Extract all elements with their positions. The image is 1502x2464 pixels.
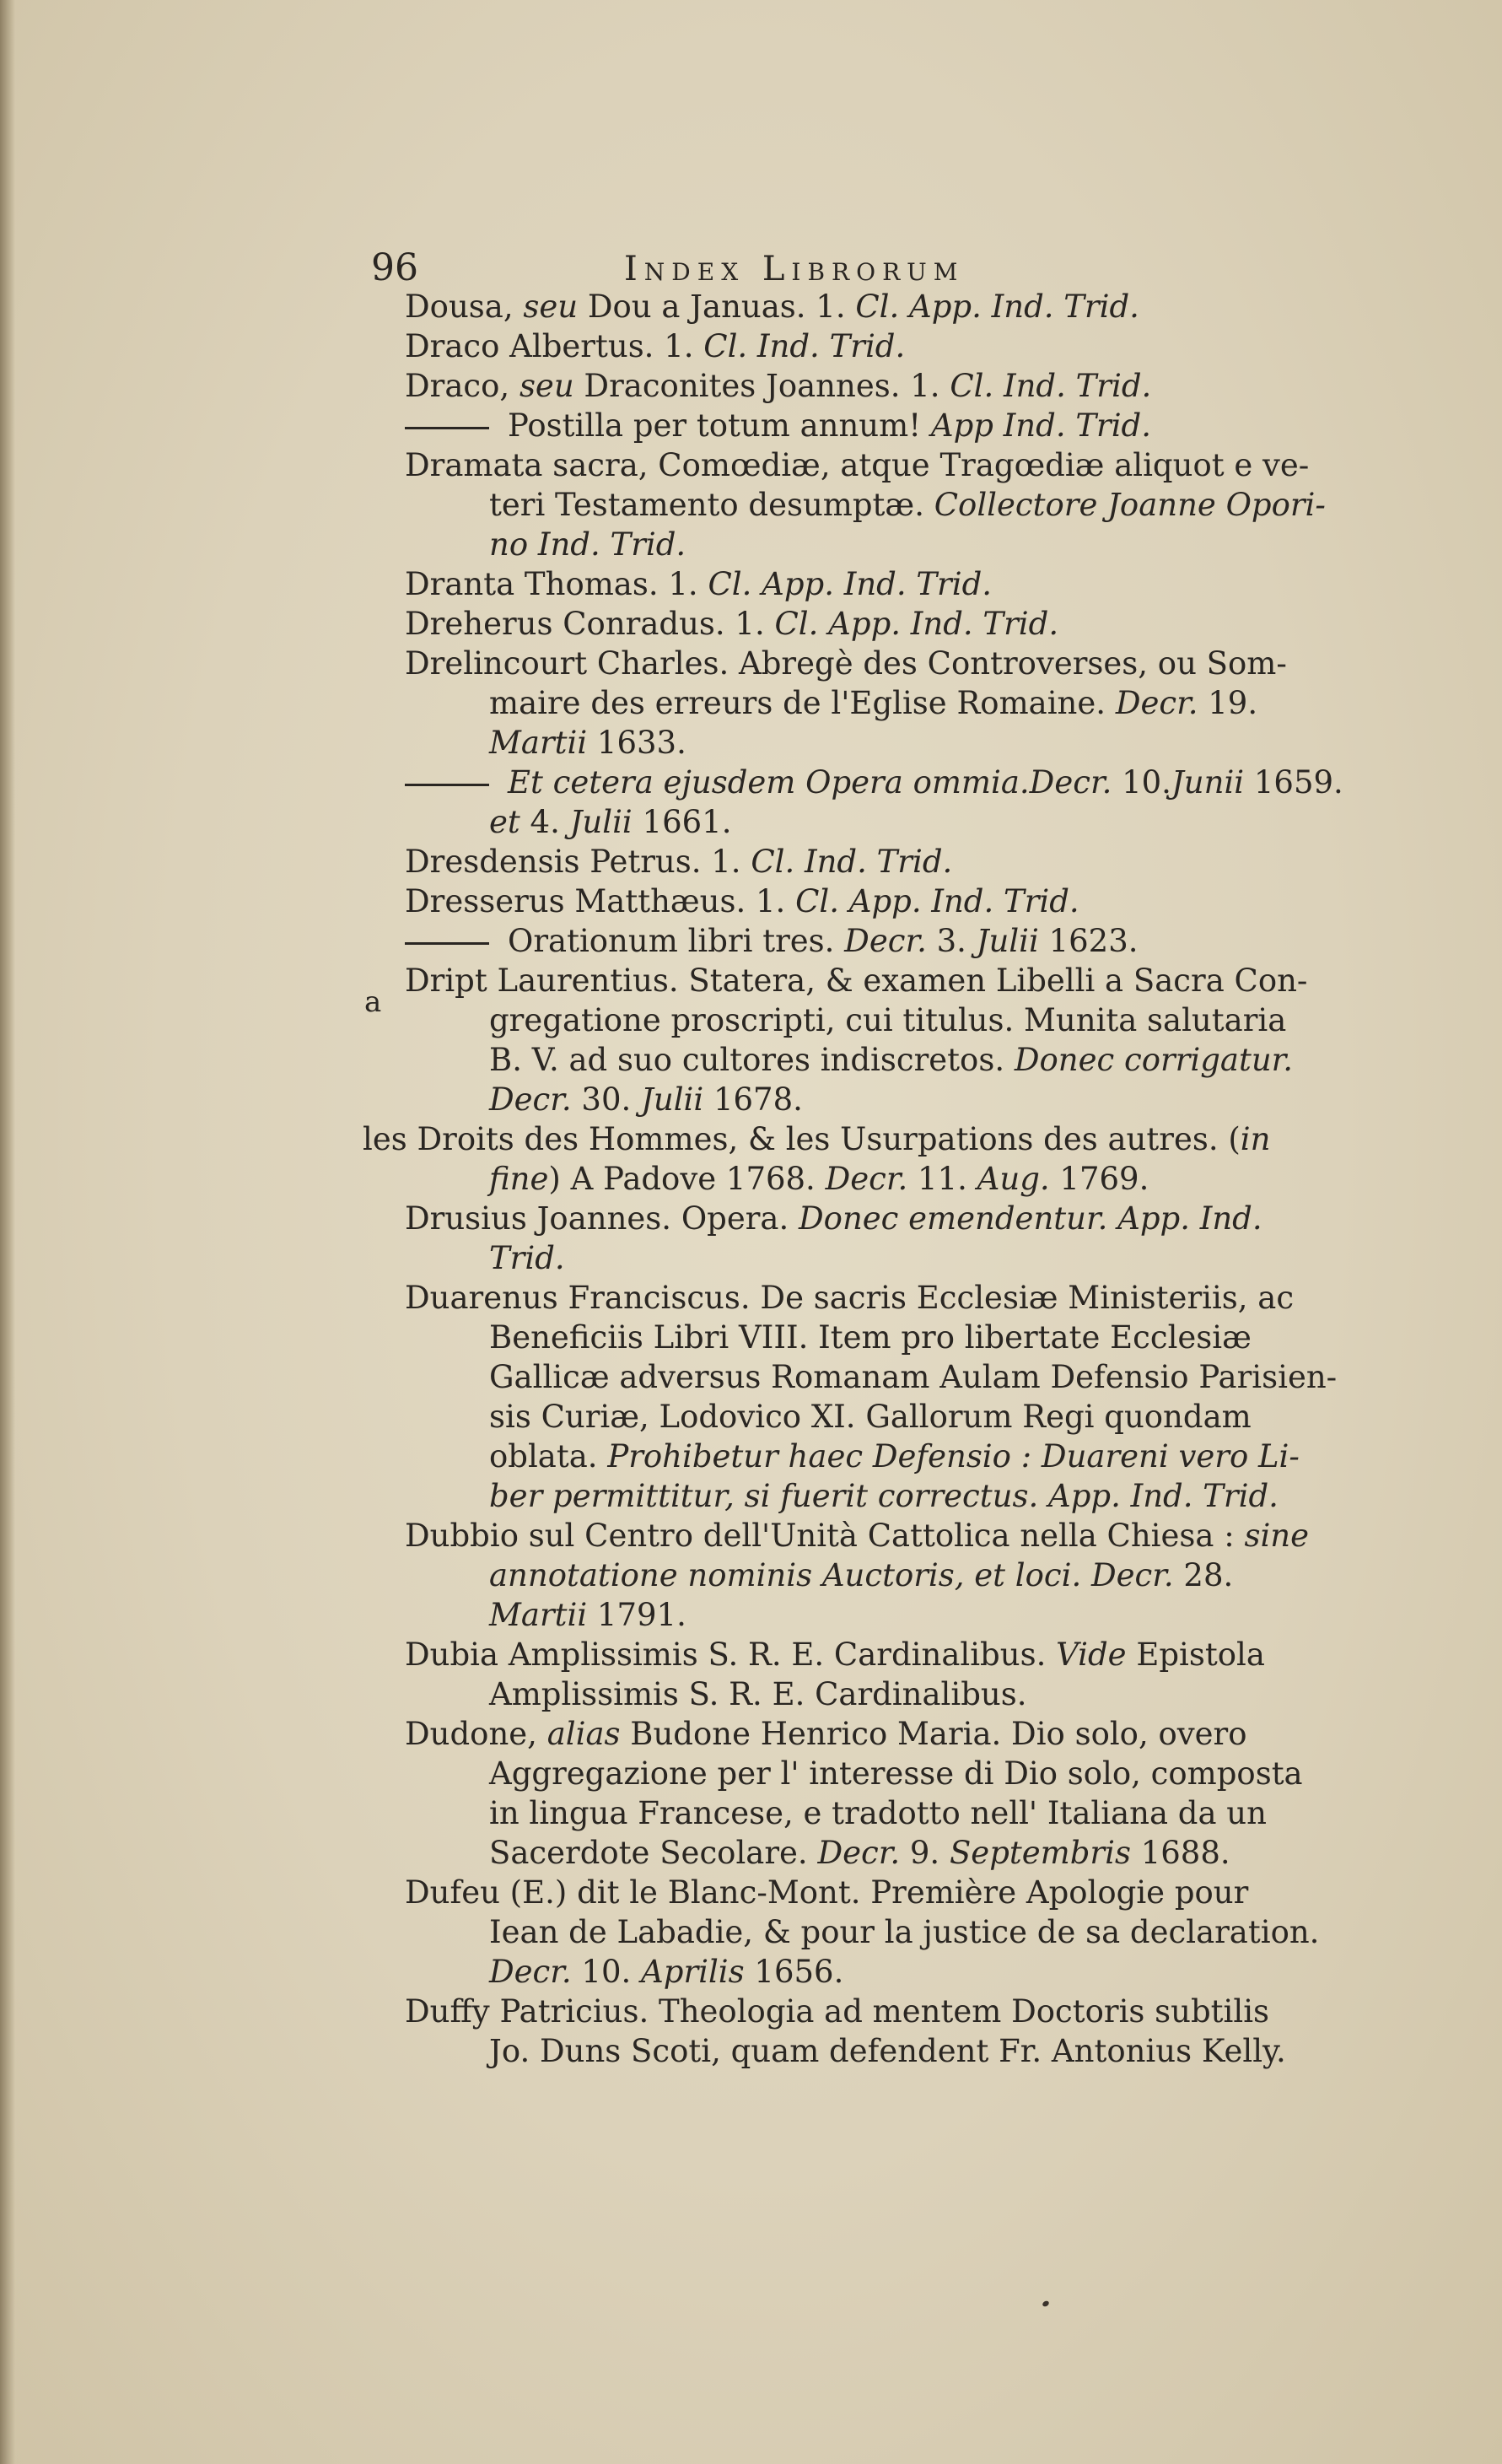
- index-line: [363, 1318, 1408, 1357]
- index-line: [363, 1912, 1408, 1952]
- roman-text: Drelincourt Charles. Abregè des Controverses, ou Som-: [405, 645, 1287, 682]
- index-line: [363, 2031, 1408, 2071]
- ink-speck: [1042, 2300, 1050, 2307]
- roman-text: 9.: [900, 1835, 950, 1871]
- roman-text: Dubia Amplissimis S. R. E. Cardinalibus.: [405, 1636, 1057, 1673]
- italic-text: Aprilis: [641, 1954, 745, 1990]
- roman-text: Postilla per totum annum!: [508, 407, 931, 444]
- index-line: [363, 1516, 1408, 1556]
- roman-text: Dresserus Matthæus. 1.: [405, 883, 796, 919]
- index-line: [363, 802, 1408, 842]
- italic-text: et: [489, 804, 520, 840]
- roman-text: Iean de Labadie, & pour la justice de sa declaration.: [489, 1914, 1320, 1950]
- index-line: [363, 1952, 1408, 1992]
- italic-text: in: [1240, 1121, 1271, 1157]
- roman-text: Dudone,: [405, 1716, 547, 1752]
- italic-text: Decr.: [489, 1081, 572, 1118]
- roman-text: Epistola: [1126, 1636, 1265, 1673]
- index-line: [363, 1000, 1408, 1040]
- index-line: [363, 1040, 1408, 1080]
- roman-text: 1656.: [744, 1954, 844, 1990]
- italic-text: Julii: [569, 804, 633, 840]
- italic-text: Cl. App. Ind. Trid.: [708, 566, 993, 602]
- italic-text: Cl. Ind. Trid.: [751, 844, 953, 880]
- italic-text: Decr.: [489, 1954, 572, 1990]
- roman-text: 1688.: [1130, 1835, 1230, 1871]
- index-line: [363, 406, 1408, 445]
- index-line: [363, 683, 1408, 723]
- italic-text: App Ind. Trid.: [930, 407, 1151, 444]
- roman-text: 1678.: [703, 1081, 803, 1118]
- index-line: [363, 763, 1408, 802]
- roman-text: Duarenus Franciscus. De sacris Ecclesiæ Ministeriis, ac: [405, 1280, 1295, 1316]
- italic-text: no Ind. Trid.: [489, 526, 686, 563]
- italic-text: annotatione nominis Auctoris, et loci. Decr.: [489, 1557, 1174, 1593]
- italic-text: Cl. Ind. Trid.: [950, 368, 1152, 404]
- roman-text: Dubbio sul Centro dell'Unità Cattolica nella Chiesa :: [405, 1518, 1245, 1554]
- italic-text: Martii: [489, 725, 588, 761]
- index-line: [363, 604, 1408, 644]
- roman-text: 19.: [1198, 685, 1258, 721]
- index-line: [363, 1714, 1408, 1754]
- index-line: [363, 366, 1408, 406]
- roman-text: 1623.: [1038, 923, 1139, 959]
- roman-text: 1661.: [632, 804, 732, 840]
- index-line: [363, 921, 1408, 961]
- italic-text: Et cetera ejusdem Opera ommia.Decr.: [508, 764, 1112, 801]
- roman-text: Dousa,: [405, 288, 524, 325]
- index-line: [363, 1476, 1408, 1516]
- roman-text: 10.: [1112, 764, 1171, 801]
- italic-text: Trid.: [489, 1240, 565, 1276]
- roman-text: oblata.: [489, 1438, 608, 1475]
- roman-text: sis Curiæ, Lodovico XI. Gallorum Regi quondam: [489, 1399, 1252, 1435]
- index-line: [363, 1397, 1408, 1437]
- index-line: [363, 842, 1408, 882]
- roman-text: 3.: [926, 923, 977, 959]
- index-line: [363, 1635, 1408, 1674]
- roman-text: maire des erreurs de l'Eglise Romaine.: [489, 685, 1116, 721]
- italic-text: Julii: [976, 923, 1039, 959]
- index-line: [363, 1595, 1408, 1635]
- ditto-dash: [405, 942, 489, 945]
- roman-text: Orationum libri tres.: [508, 923, 845, 959]
- italic-text: Septembris: [949, 1835, 1131, 1871]
- italic-text: Aug.: [977, 1161, 1050, 1197]
- italic-text: fine: [489, 1161, 549, 1197]
- roman-text: 11.: [907, 1161, 977, 1197]
- index-line: [363, 1833, 1408, 1873]
- index-line: [363, 1873, 1408, 1912]
- page-header: [371, 246, 1181, 288]
- italic-text: Cl. App. Ind. Trid.: [795, 883, 1079, 919]
- roman-text: Duffy Patricius. Theologia ad mentem Doctoris subtilis: [405, 1993, 1270, 2030]
- roman-text: B. V. ad suo cultores indiscretos.: [489, 1042, 1015, 1078]
- roman-text: Jo. Duns Scoti, quam defendent Fr. Antonius Kelly.: [489, 2033, 1286, 2069]
- roman-text: ) A Padove 1768.: [548, 1161, 826, 1197]
- italic-text: Martii: [489, 1597, 588, 1633]
- index-line: [363, 1159, 1408, 1199]
- running-head: Index Librorum: [624, 250, 965, 288]
- roman-text: Gallicæ adversus Romanam Aulam Defensio Parisien-: [489, 1359, 1338, 1395]
- index-line: [363, 1556, 1408, 1595]
- roman-text: Dranta Thomas. 1.: [405, 566, 708, 602]
- index-line: [363, 1992, 1408, 2031]
- index-line: [363, 1357, 1408, 1397]
- ditto-dash: [405, 784, 489, 786]
- italic-text: seu: [519, 368, 574, 404]
- roman-text: les Droits des Hommes, & les Usurpations des autres. (: [363, 1121, 1241, 1157]
- roman-text: Dreherus Conradus. 1.: [405, 606, 775, 642]
- roman-text: Aggregazione per l' interesse di Dio solo, composta: [489, 1755, 1303, 1792]
- roman-text: Dresdensis Petrus. 1.: [405, 844, 751, 880]
- index-line: [363, 1674, 1408, 1714]
- page-gutter-shadow: [0, 0, 15, 2464]
- roman-text: Dufeu (E.) dit le Blanc-Mont. Première Apologie pour: [405, 1874, 1249, 1911]
- italic-text: Donec emendentur. App. Ind.: [799, 1200, 1262, 1237]
- roman-text: 10.: [571, 1954, 642, 1990]
- index-line: [363, 882, 1408, 921]
- italic-text: sine: [1244, 1518, 1310, 1554]
- index-line: [363, 1793, 1408, 1833]
- roman-text: 30.: [571, 1081, 642, 1118]
- roman-text: Draco,: [405, 368, 520, 404]
- italic-text: seu: [523, 288, 579, 325]
- roman-text: gregatione proscripti, cui titulus. Munita salutaria: [489, 1002, 1287, 1038]
- roman-text: Drusius Joannes. Opera.: [405, 1200, 799, 1237]
- italic-text: Vide: [1056, 1636, 1127, 1673]
- index-line: [363, 1437, 1408, 1476]
- italic-text: Decr.: [1115, 685, 1198, 721]
- index-line: [363, 525, 1408, 564]
- roman-text: teri Testamento desumptæ.: [489, 487, 934, 523]
- index-line: [363, 1278, 1408, 1318]
- index-line: [363, 445, 1408, 485]
- index-line: [363, 1080, 1408, 1119]
- index-line: [363, 723, 1408, 763]
- italic-text: Decr.: [844, 923, 927, 959]
- index-line: [363, 1238, 1408, 1278]
- roman-text: Draco Albertus. 1.: [405, 328, 704, 364]
- italic-text: Cl. App. Ind. Trid.: [855, 288, 1139, 325]
- italic-text: Julii: [641, 1081, 704, 1118]
- italic-text: Collectore Joanne Opori-: [934, 487, 1326, 523]
- roman-text: Dript Laurentius. Statera, & examen Libelli a Sacra Con-: [405, 962, 1308, 999]
- italic-text: Cl. Ind. Trid.: [703, 328, 906, 364]
- roman-text: Budone Henrico Maria. Dio solo, overo: [620, 1716, 1247, 1752]
- italic-text: Donec corrigatur.: [1014, 1042, 1294, 1078]
- roman-text: 1659.: [1244, 764, 1343, 801]
- roman-text: Amplissimis S. R. E. Cardinalibus.: [489, 1676, 1027, 1712]
- index-line: [363, 326, 1408, 366]
- page-number: 96: [371, 246, 418, 289]
- roman-text: Dou a Januas. 1.: [578, 288, 856, 325]
- roman-text: 4.: [520, 804, 570, 840]
- italic-text: ber permittitur, si fuerit correctus. App. Ind. Trid.: [489, 1478, 1279, 1514]
- italic-text: Cl. App. Ind. Trid.: [774, 606, 1059, 642]
- roman-text: 1791.: [587, 1597, 686, 1633]
- index-line: [363, 1754, 1408, 1793]
- ditto-dash: [405, 427, 489, 429]
- index-line: [363, 564, 1408, 604]
- italic-text: Junii: [1171, 764, 1245, 801]
- roman-text: Draconites Joannes. 1.: [573, 368, 950, 404]
- index-line: [363, 485, 1408, 525]
- index-entries: [363, 287, 1408, 2071]
- italic-text: Decr.: [817, 1835, 901, 1871]
- roman-text: Sacerdote Secolare.: [489, 1835, 818, 1871]
- index-line: [363, 644, 1408, 683]
- roman-text: in lingua Francese, e tradotto nell' Italiana da un: [489, 1795, 1267, 1831]
- italic-text: alias: [546, 1716, 621, 1752]
- index-line: [363, 1199, 1408, 1238]
- italic-text: Prohibetur haec Defensio : Duareni vero Li-: [607, 1438, 1300, 1475]
- roman-text: 1769.: [1049, 1161, 1149, 1197]
- margin-mark: a: [364, 985, 382, 1019]
- index-line: [363, 1119, 1408, 1159]
- index-line: [363, 287, 1408, 326]
- roman-text: Dramata sacra, Comœdiæ, atque Tragœdiæ aliquot e ve-: [405, 447, 1310, 483]
- roman-text: 28.: [1173, 1557, 1234, 1593]
- roman-text: Beneficiis Libri VIII. Item pro libertate Ecclesiæ: [489, 1319, 1252, 1356]
- index-line: [363, 961, 1408, 1000]
- roman-text: 1633.: [587, 725, 686, 761]
- italic-text: Decr.: [825, 1161, 908, 1197]
